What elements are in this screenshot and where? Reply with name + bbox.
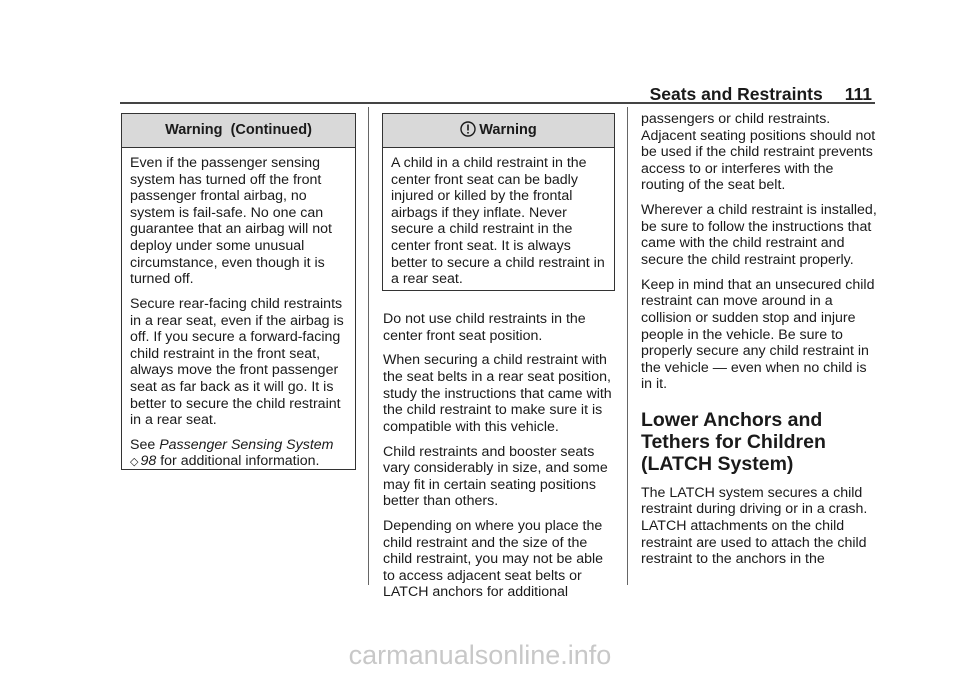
warning-box — [382, 113, 615, 291]
section-title: Seats and Restraints — [649, 84, 823, 104]
page-reference-icon: ◇ — [130, 455, 139, 469]
reference-page[interactable]: 98 — [140, 453, 157, 470]
middle-paragraph-1: Do not use child restraints in the center front seat position. — [383, 311, 586, 344]
right-column-text — [641, 111, 877, 576]
section-heading: Lower Anchors and Tethers for Children (LATCH System) — [641, 408, 826, 475]
middle-paragraph-2: When securing a child restraint with the seat belts in a rear seat position, study the instructions that came with the child restraint to make sure it is compatible with this vehicle. — [383, 352, 612, 435]
warning-title-text: Warning — [479, 122, 537, 138]
right-paragraph-2: Wherever a child restraint is installed, be sure to follow the instructions that came with the child restraint and secure the child restraint properly. — [641, 202, 877, 268]
warning-continued-title: Warning (Continued) — [122, 114, 355, 148]
see-suffix: for additional information. — [156, 453, 320, 470]
warning-title — [383, 114, 614, 148]
column-divider-2 — [627, 107, 628, 585]
page-number: 111 — [844, 84, 872, 104]
warning-text: A child in a child restraint in the center front seat can be badly injured or killed by the frontal airbags if they inflate. Never secure a child restraint in the center front seat. It is always better to secure a child restraint in a rear seat. — [391, 155, 605, 288]
warning-continued-box — [121, 113, 356, 470]
right-paragraph-1: passengers or child restraints. Adjacent seating positions should not be used if the child restraint prevents access to or interferes with the routing of the seat belt. — [641, 111, 876, 194]
warning-paragraph-2: Secure rear-facing child restraints in a rear seat, even if the airbag is off. If you secure a forward-facing child restraint in the front seat, always move the front passenger seat as far back as it will go. It is better to secure the child restraint in a rear seat. — [130, 295, 344, 429]
middle-paragraph-3: Child restraints and booster seats vary considerably in size, and some may fit in certain seating positions better than others. — [383, 443, 608, 510]
watermark: carmanualsonline.info — [348, 640, 612, 670]
column-divider-1 — [368, 107, 369, 585]
middle-column-text — [383, 311, 615, 609]
see-prefix: See — [130, 436, 160, 453]
warning-body — [383, 148, 614, 288]
middle-paragraph-4: Depending on where you place the child restraint and the size of the child restraint, you may not be able to access adjacent seat belts or LATCH anchors for additional — [383, 518, 604, 601]
warning-continued-body — [122, 148, 355, 471]
see-reference — [130, 437, 347, 471]
warning-icon — [460, 117, 476, 150]
right-paragraph-3: Keep in mind that an unsecured child restraint can move around in a collision or sudden stop and injure people in the vehicle. Be sure to properly secure any child restraint in the vehicle — even when no child is in it. — [641, 276, 875, 393]
header-rule — [120, 102, 875, 104]
cross-reference-link[interactable]: Passenger Sensing System — [159, 436, 334, 453]
warning-paragraph-1: Even if the passenger sensing system has turned off the front passenger frontal airbag, no system is fail-safe. No one can guarantee that an airbag will not deploy under some unusual circumstance, even though it is turned off. — [130, 155, 332, 288]
right-paragraph-4: The LATCH system secures a child restraint during driving or in a crash. LATCH attachments on the child restraint are used to attach the child restraint to the anchors in the — [641, 484, 868, 568]
